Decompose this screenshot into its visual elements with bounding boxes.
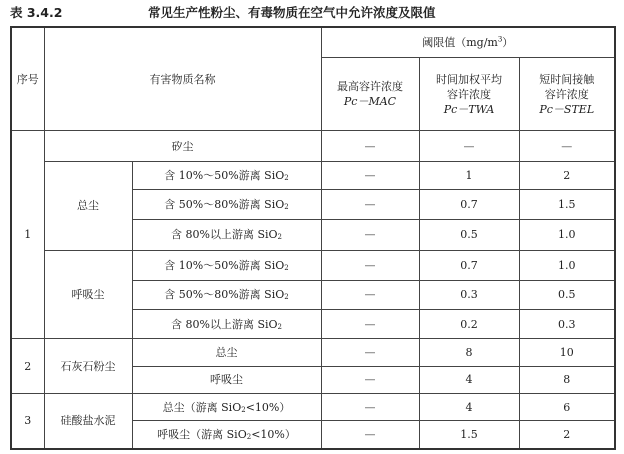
cell-stel: 1.5 (519, 190, 615, 220)
header-stel: 短时间接触 容许浓度 Pc－STEL (519, 57, 615, 131)
row-category: 石灰石粉尘 (44, 339, 132, 394)
cell-twa: 1 (419, 161, 519, 189)
table-row (11, 161, 615, 189)
table-title: 常见生产性粉尘、有毒物质在空气中允许浓度及限值 (148, 5, 436, 20)
row-substance: 含 80%以上游离 SiO$_2$ (132, 220, 321, 250)
header-substance-name: 有害物质名称 (44, 27, 321, 131)
cell-mac: — (321, 310, 419, 339)
cell-stel: 2 (519, 161, 615, 189)
row-substance: 总尘（游离 SiO$_2$<10%） (132, 393, 321, 420)
table-row (11, 393, 615, 420)
header-twa: 时间加权平均 容许浓度 Pc－TWA (419, 57, 519, 131)
cell-mac: — (321, 190, 419, 220)
row-substance: 含 50%～80%游离 SiO$_2$ (132, 280, 321, 309)
row-substance: 含 80%以上游离 SiO$_2$ (132, 310, 321, 339)
table-number: 表 3.4.2 (10, 5, 63, 20)
cell-stel: 6 (519, 393, 615, 420)
cell-twa: 0.3 (419, 280, 519, 309)
header-limit-group: 阈限值$(mg/m^3)$ (321, 27, 615, 57)
table-row (11, 131, 615, 161)
cell-twa: 4 (419, 393, 519, 420)
header-seq: 序号 (11, 27, 44, 131)
cell-stel: 1.0 (519, 220, 615, 250)
cell-twa: 0.7 (419, 250, 519, 280)
row-category: 硅酸盐水泥 (44, 393, 132, 449)
table-caption (10, 2, 614, 24)
cell-mac: — (321, 280, 419, 309)
row-category: 总尘 (44, 161, 132, 250)
cell-mac: — (321, 366, 419, 393)
row-substance: 总尘 (132, 339, 321, 366)
row-substance: 含 50%～80%游离 SiO$_2$ (132, 190, 321, 220)
cell-twa: 4 (419, 366, 519, 393)
cell-mac: — (321, 220, 419, 250)
header-mac: 最高容许浓度 Pc－MAC (321, 57, 419, 131)
cell-mac: — (321, 250, 419, 280)
row-substance: 含 10%～50%游离 SiO$_2$ (132, 161, 321, 189)
row-seq: 1 (11, 131, 44, 339)
row-substance: 矽尘 (44, 131, 321, 161)
cell-twa: 0.5 (419, 220, 519, 250)
cell-mac: — (321, 393, 419, 420)
cell-mac: — (321, 131, 419, 161)
row-substance: 含 10%～50%游离 SiO$_2$ (132, 250, 321, 280)
cell-stel: 10 (519, 339, 615, 366)
table-row (11, 250, 615, 280)
cell-twa: — (419, 131, 519, 161)
cell-mac: — (321, 161, 419, 189)
row-seq: 2 (11, 339, 44, 394)
cell-stel: 1.0 (519, 250, 615, 280)
table-row (11, 339, 615, 366)
cell-stel: 2 (519, 421, 615, 449)
row-category: 呼吸尘 (44, 250, 132, 339)
cell-twa: 0.7 (419, 190, 519, 220)
cell-twa: 8 (419, 339, 519, 366)
cell-stel: 0.3 (519, 310, 615, 339)
row-substance: 呼吸尘 (132, 366, 321, 393)
cell-stel: 8 (519, 366, 615, 393)
limits-table (10, 26, 616, 450)
cell-stel: — (519, 131, 615, 161)
cell-stel: 0.5 (519, 280, 615, 309)
cell-twa: 0.2 (419, 310, 519, 339)
cell-mac: — (321, 339, 419, 366)
cell-twa: 1.5 (419, 421, 519, 449)
row-substance: 呼吸尘（游离 SiO$_2$<10%） (132, 421, 321, 449)
cell-mac: — (321, 421, 419, 449)
row-seq: 3 (11, 393, 44, 449)
